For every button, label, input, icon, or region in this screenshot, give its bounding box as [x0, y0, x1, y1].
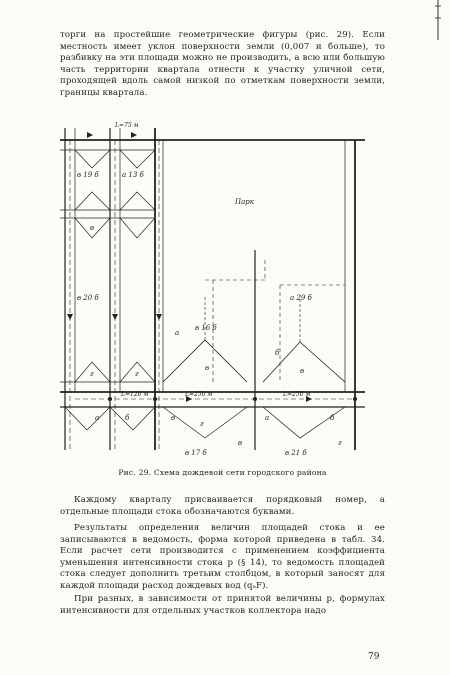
side-label: в — [171, 414, 176, 422]
dim-label: L=120 м — [121, 391, 149, 398]
side-label: а — [265, 414, 270, 422]
block-label: в 20 б — [77, 294, 99, 302]
dim-label: L=250 м — [185, 391, 213, 398]
block-label: в 16 б — [195, 324, 217, 332]
block-label: г — [135, 370, 139, 378]
side-label: г — [338, 439, 342, 447]
block-label: в — [90, 224, 95, 232]
block-label: в — [205, 364, 210, 372]
binding-mark-icon — [432, 0, 444, 42]
paragraph-results: Результаты определения величин площадей стока и ее записываются в ведомость, форма которой приведена в табл. 34. Если расчет сети производится с применением коэффициента уменьшения интенсивности стока p (§ 14), то ведомость площадей стока следует дополнить третьим столбцом, в который заносят для каждой площади расход дождевых вод (qₐF). — [60, 523, 385, 591]
block-label: в 21 б — [285, 449, 307, 457]
park-label: Парк — [235, 198, 254, 206]
side-label: а — [95, 414, 100, 422]
block-label: г — [90, 370, 94, 378]
side-label: в — [238, 439, 243, 447]
dim-label: L=75 м — [115, 122, 139, 129]
paragraph-intro: торги на простейшие геометрические фигуры (рис. 29). Если местность имеет уклон поверхности земли (0,007 и больше), то разбивку на эти площади можно не производить, а всю или большую часть территории квартала отнести к участку уличной сети, проходящей вдоль самой низкой по отметкам поверхности земли, границы квартала. — [60, 30, 385, 98]
block-label: г — [200, 420, 204, 428]
block-label: в 17 б — [185, 449, 207, 457]
block-label: а 13 б — [122, 171, 144, 179]
side-label: б — [330, 414, 335, 422]
page-number: 79 — [368, 652, 380, 662]
block-label: в 19 б — [77, 171, 99, 179]
dim-label: L=250 м — [283, 391, 311, 398]
block-label: б — [275, 349, 280, 357]
side-label: б — [125, 414, 130, 422]
storm-sewer-scheme-figure — [55, 120, 370, 465]
block-label: а — [175, 329, 180, 337]
block-label: в — [300, 367, 305, 375]
figure-caption: Рис. 29. Схема дождевой сети городского района — [118, 468, 327, 477]
paragraph-numbering: Каждому кварталу присваивается порядковый номер, а отдельные площади стока обозначаются буквами. — [60, 495, 385, 517]
block-label: а 29 б — [290, 294, 312, 302]
paragraph-formulas: При разных, в зависимости от принятой величины p, формулах интенсивности для отдельных участков коллектора надо — [60, 594, 385, 616]
